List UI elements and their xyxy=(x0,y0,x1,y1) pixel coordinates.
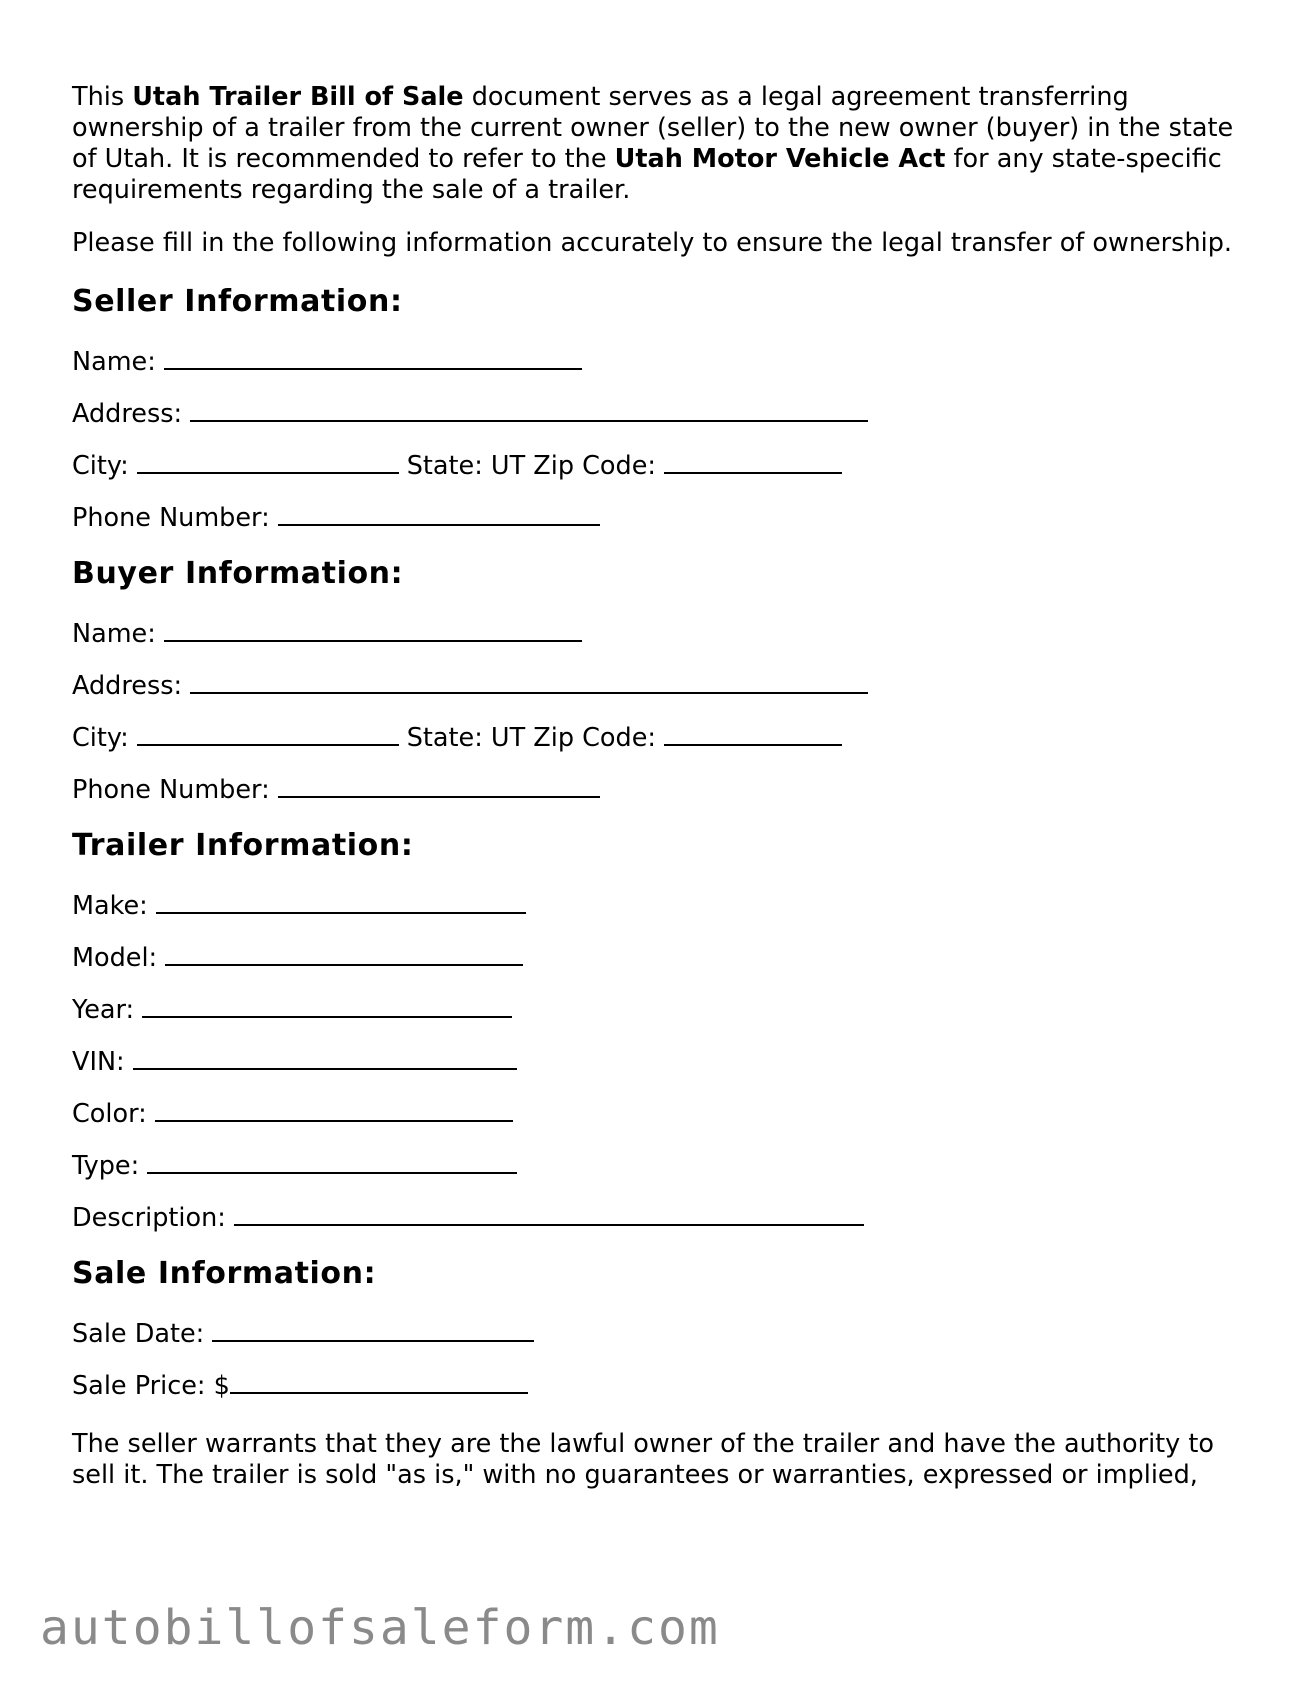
seller-city-field[interactable] xyxy=(137,448,399,474)
sale-heading: Sale Information: xyxy=(72,1256,377,1291)
seller-city-label: City: xyxy=(72,451,129,481)
seller-section xyxy=(72,285,1242,531)
seller-name-label: Name: xyxy=(72,347,156,377)
intro-act-name: Utah Motor Vehicle Act xyxy=(614,144,946,174)
buyer-name-row xyxy=(72,616,1242,647)
seller-phone-row xyxy=(72,500,1242,531)
intro-form-title: Utah Trailer Bill of Sale xyxy=(132,82,464,112)
intro-text-1: This xyxy=(72,82,133,112)
seller-phone-field[interactable] xyxy=(278,500,600,526)
seller-name-row xyxy=(72,344,1242,375)
warranty-paragraph: The seller warrants that they are the lawful owner of the trailer and have the authority to sell it. The trailer is sold "as is," with no guarantees or warranties, expressed or implied, xyxy=(72,1429,1214,1490)
instructions: Please fill in the following information accurately to ensure the legal transfer of ownership. xyxy=(72,228,1232,258)
intro-text-3: for any state-specific requirements regarding the sale of a trailer. xyxy=(72,144,1222,205)
trailer-description-field[interactable] xyxy=(234,1200,864,1226)
seller-state-zip-label: State: UT Zip Code: xyxy=(406,451,656,481)
trailer-type-label: Type: xyxy=(72,1151,140,1181)
site-watermark: autobillofsaleform.com xyxy=(40,1600,720,1656)
sale-date-label: Sale Date: xyxy=(72,1319,205,1349)
buyer-name-field[interactable] xyxy=(164,616,582,642)
seller-address-label: Address: xyxy=(72,399,183,429)
buyer-phone-row xyxy=(72,772,1242,803)
trailer-year-row xyxy=(72,992,1242,1023)
seller-name-field[interactable] xyxy=(164,344,582,370)
buyer-city-field[interactable] xyxy=(137,720,399,746)
sale-price-field[interactable] xyxy=(230,1368,528,1394)
trailer-year-field[interactable] xyxy=(142,992,512,1018)
intro-paragraph xyxy=(72,82,1242,206)
trailer-vin-label: VIN: xyxy=(72,1047,125,1077)
trailer-color-row xyxy=(72,1096,1242,1127)
seller-city-row xyxy=(72,448,1242,479)
trailer-type-row xyxy=(72,1148,1242,1179)
buyer-address-field[interactable] xyxy=(190,668,868,694)
trailer-heading: Trailer Information: xyxy=(72,828,414,863)
buyer-phone-label: Phone Number: xyxy=(72,775,270,805)
seller-zip-field[interactable] xyxy=(664,448,842,474)
trailer-make-row xyxy=(72,888,1242,919)
trailer-year-label: Year: xyxy=(72,995,135,1025)
seller-address-row xyxy=(72,396,1242,427)
trailer-make-field[interactable] xyxy=(156,888,526,914)
buyer-city-label: City: xyxy=(72,723,129,753)
trailer-section xyxy=(72,829,1242,1231)
buyer-city-row xyxy=(72,720,1242,751)
seller-heading: Seller Information: xyxy=(72,284,403,319)
buyer-address-row xyxy=(72,668,1242,699)
intro-text-2: document serves as a legal agreement transferring ownership of a trailer from the current owner (seller) to the new owner (buyer) in the state of Utah. It is recommended to refer to the xyxy=(72,82,1234,174)
trailer-description-row xyxy=(72,1200,1242,1231)
trailer-description-label: Description: xyxy=(72,1203,226,1233)
trailer-make-label: Make: xyxy=(72,891,148,921)
trailer-type-field[interactable] xyxy=(147,1148,517,1174)
sale-date-row xyxy=(72,1316,1242,1347)
sale-section xyxy=(72,1257,1242,1399)
buyer-zip-field[interactable] xyxy=(664,720,842,746)
seller-phone-label: Phone Number: xyxy=(72,503,270,533)
buyer-section xyxy=(72,557,1242,803)
trailer-model-label: Model: xyxy=(72,943,158,973)
trailer-color-label: Color: xyxy=(72,1099,147,1129)
seller-address-field[interactable] xyxy=(190,396,868,422)
trailer-model-row xyxy=(72,940,1242,971)
trailer-color-field[interactable] xyxy=(155,1096,513,1122)
buyer-heading: Buyer Information: xyxy=(72,556,404,591)
buyer-state-zip-label: State: UT Zip Code: xyxy=(406,723,656,753)
trailer-vin-row xyxy=(72,1044,1242,1075)
trailer-vin-field[interactable] xyxy=(133,1044,517,1070)
buyer-address-label: Address: xyxy=(72,671,183,701)
trailer-model-field[interactable] xyxy=(165,940,523,966)
sale-date-field[interactable] xyxy=(212,1316,534,1342)
buyer-name-label: Name: xyxy=(72,619,156,649)
sale-price-label: Sale Price: $ xyxy=(72,1371,230,1401)
sale-price-row xyxy=(72,1368,1242,1399)
document-body xyxy=(72,82,1242,1517)
buyer-phone-field[interactable] xyxy=(278,772,600,798)
